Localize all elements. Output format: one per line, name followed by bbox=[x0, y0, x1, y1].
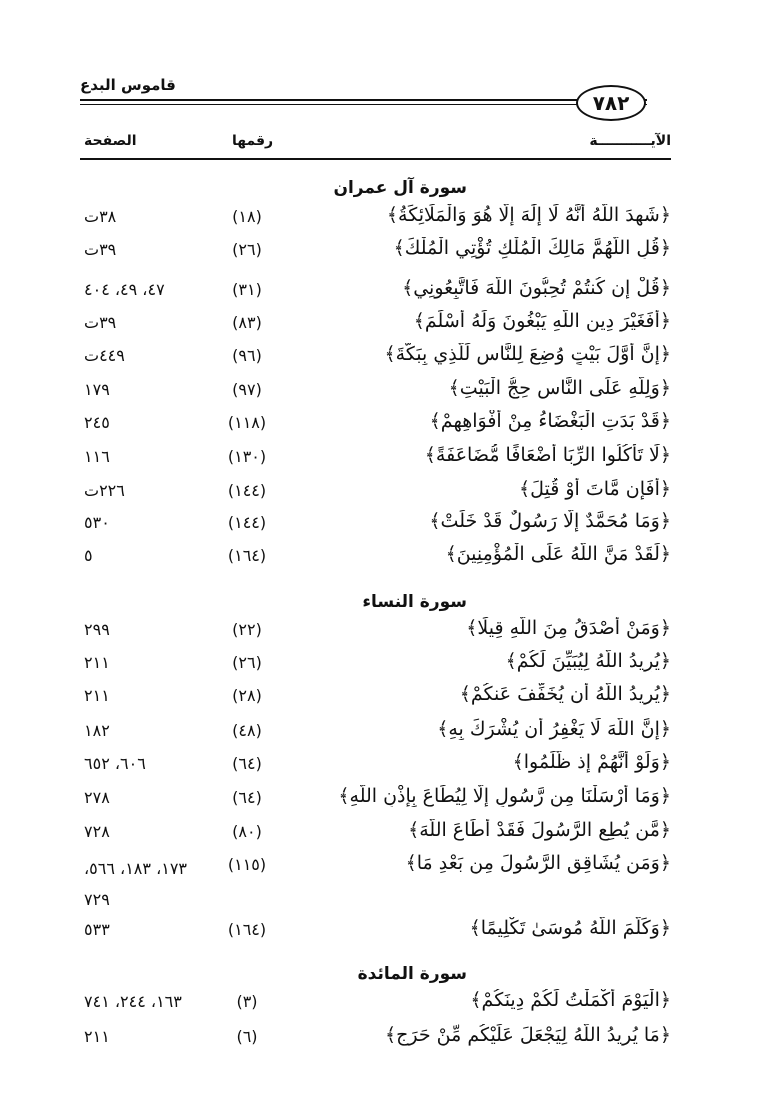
table-row bbox=[0, 819, 757, 850]
verse-number-cell: (٣) bbox=[236, 992, 258, 1011]
page-cell: ٢٧٨ bbox=[84, 788, 110, 807]
verse-cell: ﴿إِنَّ أَوَّلَ بَيْتٍ وُضِعَ لِلنَّاسِ لَلَّذِي بِبَكَّةَ﴾ bbox=[384, 343, 671, 365]
table-row bbox=[0, 917, 757, 948]
surah-heading: سورة آل عمران bbox=[333, 178, 467, 198]
table-row bbox=[0, 1024, 757, 1055]
verse-number-cell: (٨٠) bbox=[232, 822, 262, 841]
verse-number-cell: (١١٨) bbox=[227, 413, 267, 432]
verse-number-cell: (٤٨) bbox=[232, 721, 262, 740]
verse-cell: ﴿أَفَإِن مَّاتَ أَوْ قُتِلَ﴾ bbox=[519, 478, 671, 500]
verse-number-cell: (٣١) bbox=[232, 280, 262, 299]
verse-cell: ﴿وَمَنْ أَصْدَقُ مِنَ اللَّهِ قِيلًا﴾ bbox=[466, 617, 671, 639]
verse-number-cell: (١٣٠) bbox=[227, 447, 267, 466]
table-row bbox=[0, 478, 757, 509]
verse-number-cell: (٦٤) bbox=[232, 754, 262, 773]
column-header-number: رقمها bbox=[232, 133, 274, 149]
table-row bbox=[0, 989, 757, 1020]
column-header-page: الصفحة bbox=[84, 133, 137, 149]
verse-number-cell: (٦٤) bbox=[232, 788, 262, 807]
table-row bbox=[0, 650, 757, 681]
page-cell: ٢١١ bbox=[84, 686, 110, 705]
verse-number-cell: (١٦٤) bbox=[227, 920, 267, 939]
verse-number-cell: (٢٢) bbox=[232, 620, 262, 639]
verse-number-cell: (١٤٤) bbox=[227, 513, 267, 532]
page-cell: ٥٣٠ bbox=[84, 513, 110, 532]
verse-cell: ﴿يُرِيدُ اللَّهُ أَن يُخَفِّفَ عَنكُمْ﴾ bbox=[459, 683, 671, 705]
page-cell: ٣٨ت bbox=[84, 207, 117, 226]
verse-number-cell: (٢٦) bbox=[232, 240, 262, 259]
verse-cell: ﴿إِنَّ اللَّهَ لَا يَغْفِرُ أَن يُشْرَكَ بِهِ﴾ bbox=[437, 718, 671, 740]
page-cell: ١١٦ bbox=[84, 447, 110, 466]
verse-cell: ﴿لَقَدْ مَنَّ اللَّهُ عَلَى الْمُؤْمِنِينَ﴾ bbox=[445, 543, 671, 565]
verse-number-cell: (١٤٤) bbox=[227, 481, 267, 500]
verse-number-cell: (١٨) bbox=[232, 207, 262, 226]
verse-cell: ﴿وَمَا مُحَمَّدٌ إِلَّا رَسُولٌ قَدْ خَلَتْ﴾ bbox=[429, 510, 671, 532]
verse-number-cell: (٨٣) bbox=[232, 313, 262, 332]
verse-number-cell: (٩٧) bbox=[232, 380, 262, 399]
verse-cell: ﴿وَلَوْ أَنَّهُمْ إِذ ظَّلَمُوا﴾ bbox=[512, 751, 671, 773]
page-cell: ٣٩ت bbox=[84, 240, 117, 259]
table-row bbox=[0, 310, 757, 341]
verse-cell: ﴿وَمَا أَرْسَلْنَا مِن رَّسُولٍ إِلَّا لِيُطَاعَ بِإِذْنِ اللَّهِ﴾ bbox=[338, 785, 671, 807]
verse-number-cell: (٢٦) bbox=[232, 653, 262, 672]
page-cell: ٥ bbox=[84, 546, 93, 565]
table-row bbox=[0, 444, 757, 475]
page-cell: ١٦٣، ٢٤٤، ٧٤١ bbox=[84, 992, 182, 1011]
page-cell: ٣٩ت bbox=[84, 313, 117, 332]
table-row bbox=[0, 718, 757, 749]
page-cell: ٤٧، ٤٩، ٤٠٤ bbox=[84, 280, 165, 299]
verse-cell: ﴿وَلِلَّهِ عَلَى النَّاسِ حِجُّ الْبَيْتِ﴾ bbox=[448, 377, 671, 399]
verse-cell: ﴿لَا تَأْكُلُوا الرِّبَا أَضْعَافًا مُّضَاعَفَةً﴾ bbox=[424, 444, 671, 466]
verse-number-cell: (٦) bbox=[236, 1027, 258, 1046]
page-cell: ٢٤٥ bbox=[84, 413, 110, 432]
column-header-rule bbox=[80, 158, 671, 160]
verse-cell: ﴿مَا يُرِيدُ اللَّهُ لِيَجْعَلَ عَلَيْكُم مِّنْ حَرَجٍ﴾ bbox=[384, 1024, 671, 1046]
verse-number-cell: (٢٨) bbox=[232, 686, 262, 705]
page-cell: ١٨٢ bbox=[84, 721, 110, 740]
verse-cell: ﴿شَهِدَ اللَّهُ أَنَّهُ لَا إِلَٰهَ إِلَّا هُوَ وَالْمَلَائِكَةُ﴾ bbox=[386, 204, 671, 226]
surah-heading: سورة النساء bbox=[362, 592, 467, 612]
page-cell: ٧٢٨ bbox=[84, 822, 110, 841]
table-row bbox=[0, 751, 757, 782]
page-cell: ٦٠٦، ٦٥٢ bbox=[84, 754, 146, 773]
page-cell: ٤٤٩ت bbox=[84, 346, 125, 365]
table-row bbox=[0, 617, 757, 648]
table-row bbox=[0, 410, 757, 441]
page-cell: ٢١١ bbox=[84, 653, 110, 672]
table-row bbox=[0, 204, 757, 235]
verse-cell: ﴿أَفَغَيْرَ دِينِ اللَّهِ يَبْغُونَ وَلَهُ أَسْلَمَ﴾ bbox=[413, 310, 671, 332]
table-row bbox=[0, 343, 757, 374]
page-cell: ١٧٩ bbox=[84, 380, 110, 399]
page-cell: ٥٣٣ bbox=[84, 920, 110, 939]
table-row bbox=[0, 510, 757, 541]
book-title: قاموس البدع bbox=[80, 76, 176, 94]
table-row bbox=[0, 852, 757, 915]
page-cell: ٢١١ bbox=[84, 1027, 110, 1046]
column-header-verse: الآيـــــــــــة bbox=[589, 133, 671, 149]
verse-cell: ﴿قُلْ إِن كُنتُمْ تُحِبُّونَ اللَّهَ فَاتَّبِعُونِي﴾ bbox=[402, 277, 671, 299]
table-row bbox=[0, 377, 757, 408]
verse-cell: ﴿وَكَلَّمَ اللَّهُ مُوسَىٰ تَكْلِيمًا﴾ bbox=[469, 917, 671, 939]
table-row bbox=[0, 237, 757, 268]
surah-heading: سورة المائدة bbox=[357, 964, 467, 984]
table-row bbox=[0, 785, 757, 816]
verse-cell: ﴿الْيَوْمَ أَكْمَلْتُ لَكُمْ دِينَكُمْ﴾ bbox=[470, 989, 671, 1011]
table-row bbox=[0, 683, 757, 714]
verse-cell: ﴿مَّن يُطِعِ الرَّسُولَ فَقَدْ أَطَاعَ اللَّهَ﴾ bbox=[408, 819, 671, 841]
verse-cell: ﴿يُرِيدُ اللَّهُ لِيُبَيِّنَ لَكُمْ﴾ bbox=[505, 650, 671, 672]
verse-cell: ﴿وَمَن يُشَاقِقِ الرَّسُولَ مِن بَعْدِ مَا﴾ bbox=[405, 852, 671, 874]
verse-cell: ﴿قُلِ اللَّهُمَّ مَالِكَ الْمُلْكِ تُؤْتِي الْمُلْكَ﴾ bbox=[393, 237, 671, 259]
page-number: ٧٨٢ bbox=[576, 85, 646, 121]
page-cell: ٢٢٦ت bbox=[84, 481, 125, 500]
header-rule bbox=[80, 99, 647, 101]
page-cell: ٢٩٩ bbox=[84, 620, 110, 639]
page-cell: ١٧٣، ١٨٣، ٥٦٦، ٧٢٩ bbox=[84, 859, 188, 909]
table-row bbox=[0, 277, 757, 308]
header-rule-thin bbox=[80, 104, 647, 105]
table-row bbox=[0, 543, 757, 574]
verse-cell: ﴿قَدْ بَدَتِ الْبَغْضَاءُ مِنْ أَفْوَاهِهِمْ﴾ bbox=[429, 410, 671, 432]
verse-number-cell: (١١٥) bbox=[227, 855, 267, 874]
verse-number-cell: (١٦٤) bbox=[227, 546, 267, 565]
verse-number-cell: (٩٦) bbox=[232, 346, 262, 365]
